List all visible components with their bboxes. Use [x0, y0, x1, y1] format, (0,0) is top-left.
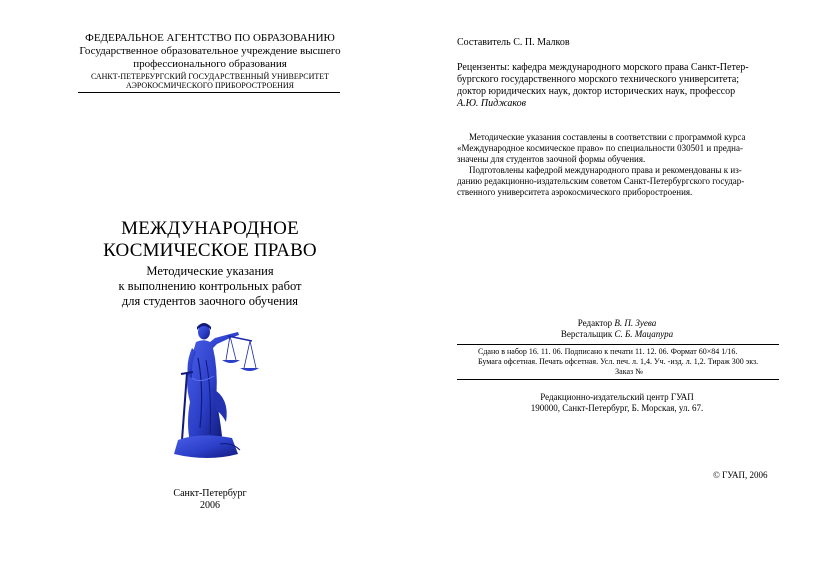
para1-line-3: значены для студентов заочной формы обучения.	[457, 154, 646, 164]
city: Санкт-Петербург	[173, 488, 247, 499]
editor-label: Редактор	[577, 318, 613, 328]
subtitle-line-3: для студентов заочного обучения	[121, 294, 299, 308]
imprint-top-rule	[457, 344, 779, 345]
agency-name: ФЕДЕРАЛЬНОЕ АГЕНТСТВО ПО ОБРАЗОВАНИЮ	[85, 32, 335, 44]
subtitle-line-1: Методические указания	[146, 264, 274, 278]
imprint-place-year	[60, 488, 360, 512]
publisher-line-2: 190000, Санкт-Петербург, Б. Морская, ул. 67.	[530, 403, 704, 413]
reviewers-line-1: Рецензенты: кафедра международного морского права Санкт-Петер-	[457, 62, 749, 73]
layout-line	[457, 329, 777, 340]
editor-line	[457, 318, 777, 329]
reviewers-line-3: доктор юридических наук, доктор исторических наук, профессор	[457, 86, 736, 97]
book-title	[60, 218, 360, 262]
institution-line-1: Государственное образовательное учреждение высшего	[79, 45, 341, 57]
credits	[457, 318, 777, 340]
title-line-2: КОСМИЧЕСКОЕ ПРАВО	[103, 240, 317, 261]
header-divider	[78, 92, 340, 93]
imprint-line-1: Сдано в набор 16. 11. 06. Подписано к печати 11. 12. 06. Формат 60×84 1/16.	[478, 347, 738, 356]
university-line-1: САНКТ-ПЕТЕРБУРГСКИЙ ГОСУДАРСТВЕННЫЙ УНИВЕРСИТЕТ	[90, 72, 330, 81]
compiler: Составитель С. П. Малков	[457, 37, 570, 48]
editor-name: В. П. Зуева	[614, 318, 657, 328]
imprint-line-3: Заказ №	[615, 367, 643, 376]
subtitle-line-2: к выполнению контрольных работ	[118, 279, 302, 293]
imprint	[478, 347, 780, 377]
para1-line-2: «Международное космическое право» по специальности 030501 и предна-	[457, 143, 743, 153]
para1-line-1: Методические указания составлены в соответствии с программой курса	[469, 132, 746, 142]
reviewers	[457, 62, 777, 110]
publisher-line-1: Редакционно-издательский центр ГУАП	[540, 392, 694, 402]
para2-line-2: данию редакционно-издательским советом Санкт-Петербургского государ-	[457, 176, 745, 186]
themis-statue-illustration	[160, 318, 260, 468]
reviewers-line-2: бургского государственного морского технического университета;	[457, 74, 740, 85]
para2-line-1: Подготовлены кафедрой международного права и рекомендованы к из-	[469, 165, 742, 175]
reviewers-line-4: А.Ю. Пиджаков	[457, 98, 527, 109]
layout-name: С. Б. Мацапура	[614, 329, 674, 339]
copyright: © ГУАП, 2006	[713, 470, 768, 480]
institution-line-2: профессионального образования	[133, 58, 287, 70]
para2-line-3: ственного университета аэрокосмического приборостроения.	[457, 187, 693, 197]
publisher	[457, 392, 777, 414]
year: 2006	[200, 500, 220, 511]
imprint-bottom-rule	[457, 379, 779, 380]
title-page-header	[60, 32, 360, 90]
annotation	[457, 132, 782, 198]
title-line-1: МЕЖДУНАРОДНОЕ	[121, 218, 299, 239]
book-subtitle	[60, 264, 360, 309]
imprint-line-2: Бумага офсетная. Печать офсетная. Усл. печ. л. 1,4. Уч. -изд. л. 1,2. Тираж 300 экз.	[478, 357, 759, 366]
layout-label: Верстальщик	[560, 329, 613, 339]
university-line-2: АЭРОКОСМИЧЕСКОГО ПРИБОРОСТРОЕНИЯ	[125, 81, 295, 90]
